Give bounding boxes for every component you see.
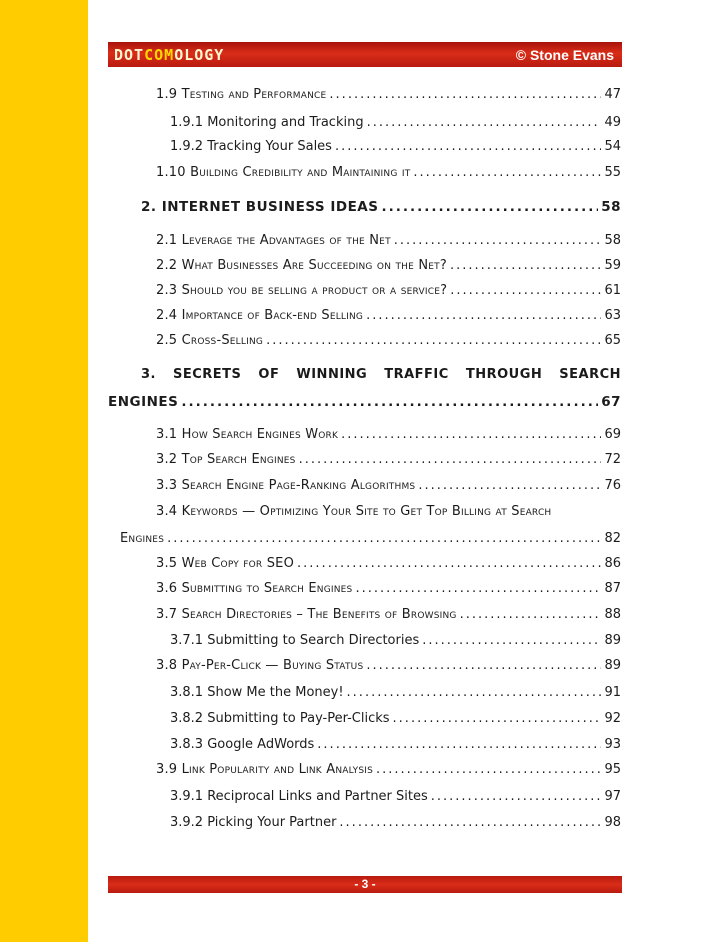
toc-entry-line1[interactable]: 3.4 Keywords — Optimizing Your Site to Get Top Billing at Search xyxy=(156,504,552,519)
toc-entry-title: 3.8.3 Google AdWords xyxy=(170,737,315,752)
toc-leader xyxy=(418,478,601,493)
toc-entry-title: 3.7 Search Directories – The Benefits of Browsing xyxy=(156,607,457,622)
toc-entry-title: 2.2 What Businesses Are Succeeding on the Net? xyxy=(156,258,447,273)
toc-page-number: 72 xyxy=(604,452,621,467)
toc-page-number: 93 xyxy=(604,737,621,752)
toc-entry[interactable] xyxy=(170,711,621,726)
toc-entry-title: 3.8.2 Submitting to Pay-Per-Clicks xyxy=(170,711,390,726)
toc-entry[interactable] xyxy=(170,815,621,830)
toc-leader xyxy=(167,531,601,546)
toc-entry-title: 2.1 Leverage the Advantages of the Net xyxy=(156,233,391,248)
toc-page-number: 89 xyxy=(604,658,621,673)
toc-leader xyxy=(431,789,602,804)
toc-page-number: 49 xyxy=(604,115,621,130)
toc-page-number: 95 xyxy=(604,762,621,777)
toc-page-number: 92 xyxy=(604,711,621,726)
toc-entry[interactable] xyxy=(156,452,621,467)
toc-leader xyxy=(341,427,601,442)
toc-entry-title: 3.5 Web Copy for SEO xyxy=(156,556,295,571)
toc-entry-title: 3.1 How Search Engines Work xyxy=(156,427,339,442)
toc-chapter-entry-line1[interactable]: 3. SECRETS OF WINNING TRAFFIC THROUGH SEARCH xyxy=(141,367,621,382)
toc-leader xyxy=(413,165,601,180)
toc-page-number: 65 xyxy=(604,333,621,348)
toc-page-number: 54 xyxy=(604,139,621,154)
copyright-text: © Stone Evans xyxy=(515,46,614,63)
toc-leader xyxy=(339,815,601,830)
logo-part-ology: OLOGY xyxy=(174,45,225,64)
toc-entry-title: 1.9.1 Monitoring and Tracking xyxy=(170,115,364,130)
toc-entry-title: Engines xyxy=(120,531,165,546)
toc-entry[interactable] xyxy=(156,333,621,348)
toc-page-number: 58 xyxy=(601,199,621,215)
toc-entry[interactable] xyxy=(170,115,621,130)
toc-entry-title: 3.9 Link Popularity and Link Analysis xyxy=(156,762,374,777)
toc-entry[interactable] xyxy=(170,139,621,154)
toc-leader xyxy=(450,258,601,273)
toc-entry[interactable] xyxy=(156,478,621,493)
toc-entry[interactable] xyxy=(170,737,621,752)
toc-leader xyxy=(297,556,601,571)
toc-leader xyxy=(366,658,601,673)
toc-leader xyxy=(376,762,601,777)
toc-leader xyxy=(460,607,602,622)
toc-page-number: 86 xyxy=(604,556,621,571)
toc-entry-title: 3.8 Pay-Per-Click — Buying Status xyxy=(156,658,364,673)
toc-page-number: 55 xyxy=(604,165,621,180)
toc-entry-title: 1.10 Building Credibility and Maintaining it xyxy=(156,165,411,180)
toc-entry[interactable] xyxy=(170,789,621,804)
toc-entry[interactable] xyxy=(156,581,621,596)
toc-leader xyxy=(355,581,601,596)
toc-entry[interactable] xyxy=(156,762,621,777)
toc-page-number: 76 xyxy=(604,478,621,493)
toc-leader xyxy=(450,283,601,298)
toc-entry-title: 1.9.2 Tracking Your Sales xyxy=(170,139,332,154)
toc-entry[interactable] xyxy=(156,258,621,273)
toc-page-number: 97 xyxy=(604,789,621,804)
page-header-bar xyxy=(108,42,622,67)
toc-leader xyxy=(329,87,601,102)
logo-part-com: COM xyxy=(144,45,175,64)
page-footer-bar xyxy=(108,876,622,893)
toc-entry[interactable] xyxy=(156,87,621,102)
toc-entry[interactable] xyxy=(170,685,621,700)
toc-page-number: 82 xyxy=(604,531,621,546)
toc-chapter-entry[interactable] xyxy=(108,394,621,410)
toc-entry[interactable] xyxy=(156,283,621,298)
page-number-label: - 3 - xyxy=(354,877,376,891)
toc-entry-title: 3.7.1 Submitting to Search Directories xyxy=(170,633,420,648)
toc-page-number: 69 xyxy=(604,427,621,442)
toc-entry-title: ENGINES xyxy=(108,394,179,410)
toc-entry-title: 3.6 Submitting to Search Engines xyxy=(156,581,353,596)
toc-entry[interactable] xyxy=(156,658,621,673)
toc-leader xyxy=(367,115,602,130)
toc-leader xyxy=(381,199,598,215)
toc-entry[interactable] xyxy=(156,165,621,180)
toc-entry-title: 3.9.2 Picking Your Partner xyxy=(170,815,337,830)
toc-leader xyxy=(266,333,601,348)
toc-entry[interactable] xyxy=(156,607,621,622)
toc-leader xyxy=(335,139,602,154)
toc-entry[interactable] xyxy=(156,427,621,442)
toc-entry[interactable] xyxy=(120,531,621,546)
toc-entry-title: 3.3 Search Engine Page-Ranking Algorithms xyxy=(156,478,416,493)
toc-page-number: 88 xyxy=(604,607,621,622)
toc-page-number: 63 xyxy=(604,308,621,323)
toc-leader xyxy=(299,452,602,467)
toc-leader xyxy=(181,394,598,410)
toc-entry-title: 1.9 Testing and Performance xyxy=(156,87,327,102)
toc-leader xyxy=(422,633,601,648)
toc-leader xyxy=(347,685,602,700)
toc-entry-title: 2.3 Should you be selling a product or a service? xyxy=(156,283,448,298)
toc-entry-title: 3.2 Top Search Engines xyxy=(156,452,296,467)
toc-entry-title: 3.9.1 Reciprocal Links and Partner Sites xyxy=(170,789,428,804)
toc-leader xyxy=(393,711,602,726)
toc-page-number: 47 xyxy=(604,87,621,102)
toc-entry-title: 2.4 Importance of Back-end Selling xyxy=(156,308,364,323)
toc-entry[interactable] xyxy=(156,556,621,571)
toc-entry[interactable] xyxy=(156,233,621,248)
logo-part-dot: DOT xyxy=(114,45,145,64)
toc-entry-title: 3.8.1 Show Me the Money! xyxy=(170,685,344,700)
toc-leader xyxy=(317,737,601,752)
toc-entry[interactable] xyxy=(156,308,621,323)
yellow-margin-stripe xyxy=(0,0,88,942)
toc-page-number: 67 xyxy=(601,394,621,410)
toc-entry-title: 2.5 Cross-Selling xyxy=(156,333,264,348)
toc-entry[interactable] xyxy=(170,633,621,648)
toc-chapter-entry[interactable] xyxy=(141,199,621,215)
toc-page-number: 89 xyxy=(604,633,621,648)
toc-entry-title: 2. INTERNET BUSINESS IDEAS xyxy=(141,199,379,215)
toc-page-number: 98 xyxy=(604,815,621,830)
dotcomology-logo xyxy=(114,46,224,64)
toc-page-number: 91 xyxy=(604,685,621,700)
toc-page-number: 87 xyxy=(604,581,621,596)
toc-page-number: 61 xyxy=(604,283,621,298)
toc-leader xyxy=(394,233,602,248)
toc-page-number: 58 xyxy=(604,233,621,248)
toc-leader xyxy=(366,308,601,323)
toc-page-number: 59 xyxy=(604,258,621,273)
